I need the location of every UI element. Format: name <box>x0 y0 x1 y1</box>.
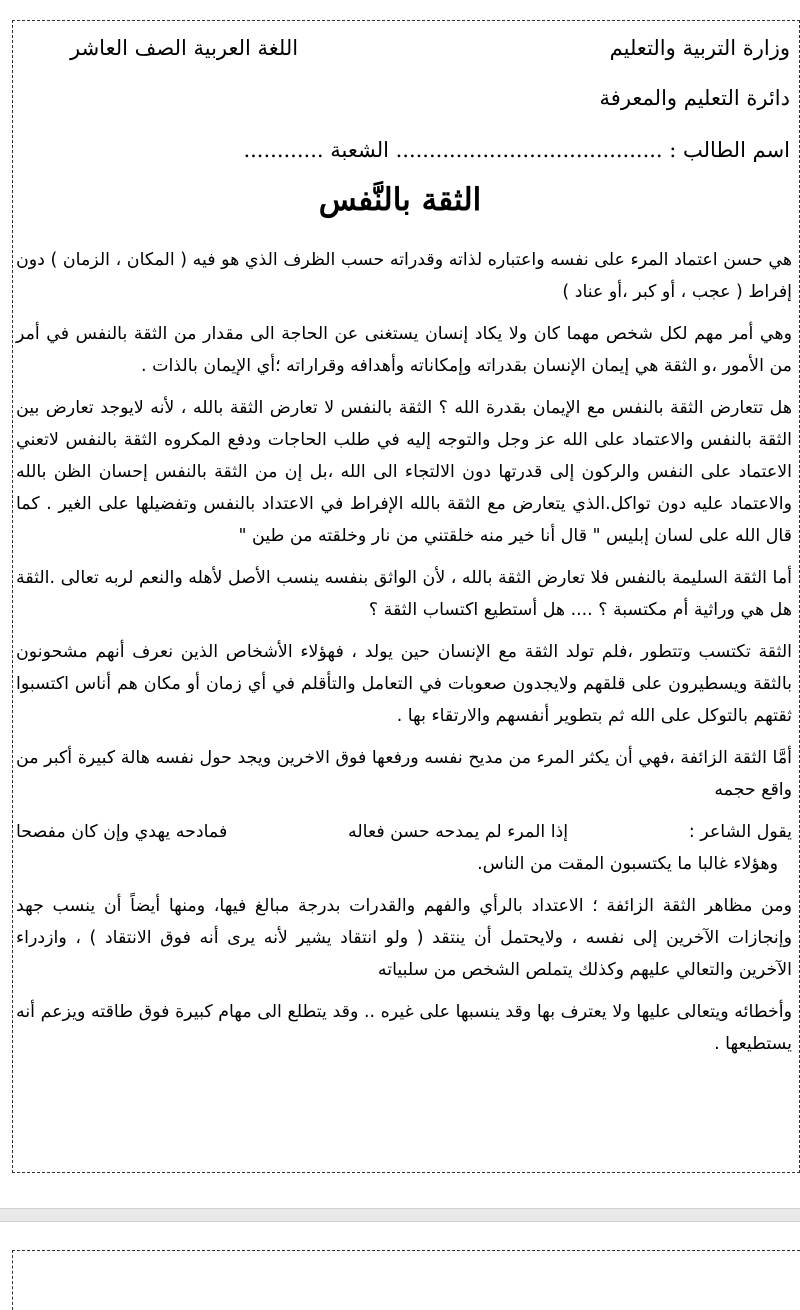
department-name: دائرة التعليم والمعرفة <box>599 86 790 110</box>
next-page-edge <box>12 1250 800 1310</box>
poem-line <box>16 816 792 848</box>
paragraph: هي حسن اعتماد المرء على نفسه واعتباره لذاته وقدراته حسب الظرف الذي هو فيه ( المكان ، الزمان ) دون إفراط ( عجب ، أو كبر ،أو عناد ) <box>16 250 792 302</box>
page-separator <box>0 1208 800 1222</box>
paragraph: وأخطائه ويتعالى عليها ولا يعترف بها وقد ينسبها على غيره .. وقد يتطلع الى مهام كبيرة فوق طاقته ويزعم أنه يستطيعها . <box>16 1002 792 1054</box>
paragraph: أما الثقة السليمة بالنفس فلا تعارض الثقة بالله ، لأن الواثق بنفسه ينسب الأصل لأهله والنعم لربه تعالى .الثقة هل هي وراثية أم مكتسبة ؟ .... هل أستطيع اكتساب الثقة ؟ <box>16 568 792 620</box>
paragraph: ومن مظاهر الثقة الزائفة ؛ الاعتداد بالرأي والفهم والقدرات بدرجة مبالغ فيها، ومنها أيضاً أن ينسب جهد وإنجازات الآخرين إلى نفسه ، ولايحتمل أن ينتقد ( ولو انتقاد يشير لأنه يرى أنه فوق الانتقاد ) ، وازدراء الآخرين والتعالي عليهم وكذلك يتملص الشخص من سلبياته <box>16 896 792 980</box>
poem-hemistich-second: فمادحه يهدي وإن كان مفصحا <box>16 822 228 842</box>
paragraph: وهؤلاء غالبا ما يكتسبون المقت من الناس. <box>477 854 778 874</box>
document-title: الثقة بالنَّفس <box>318 182 482 218</box>
paragraph: الثقة تكتسب وتتطور ،فلم تولد الثقة مع الإنسان حين يولد ، فهؤلاء الأشخاص الذين نعرف أنهم مشحونون بالثقة ويسطيرون على قلقهم ولايجدون صعوبات في التعامل والتأقلم في أي زمان أو مكان هم أناس اكتسبوا ثقتهم بالتوكل على الله ثم بتطوير أنفسهم والارتقاء بها . <box>16 642 792 726</box>
paragraph: وهي أمر مهم لكل شخص مهما كان ولا يكاد إنسان يستغنى عن الحاجة الى مقدار من الثقة بالنفس في أمر من الأمور ،و الثقة هي إيمان الإنسان بقدراته وإمكاناته وأهدافه وقراراته ؛أي الإيمان بالذات . <box>16 324 792 376</box>
document-body <box>16 244 792 1070</box>
student-name-line: اسم الطالب : ........................................ الشعبة ............ <box>243 138 790 162</box>
poem-hemistich-first: إذا المرء لم يمدحه حسن فعاله <box>348 822 569 842</box>
ministry-name: وزارة التربية والتعليم <box>609 36 790 60</box>
paragraph: هل تتعارض الثقة بالنفس مع الإيمان بقدرة الله ؟ الثقة بالنفس لا تعارض الثقة بالله ، لأنه لايوجد تعارض بين الثقة بالنفس والاعتماد على الله عز وجل والتوجه إليه في طلب الحاجات ودفع المكروه الثقة بالنفس لاتعني الاعتماد على النفس والركون إلى قدرتها دون الالتجاء الى الله ،بل إن من الثقة بالنفس إحسان الظن بالله والاعتماد عليه دون تواكل.الذي يتعارض مع الثقة بالله الإفراط في الاعتداد بالنفس وتفضيلها على الغير . كما قال الله على لسان إبليس " قال أنا خير منه خلقتني من نار وخلقته من طين " <box>16 398 792 546</box>
subject-grade: اللغة العربية الصف العاشر <box>70 36 299 60</box>
paragraph: أمَّا الثقة الزائفة ،فهي أن يكثر المرء من مديح نفسه ورفعها فوق الاخرين ويجد حول نفسه هالة كبيرة أكبر من واقع حجمه <box>16 748 792 800</box>
poem-intro: يقول الشاعر : <box>688 822 792 842</box>
